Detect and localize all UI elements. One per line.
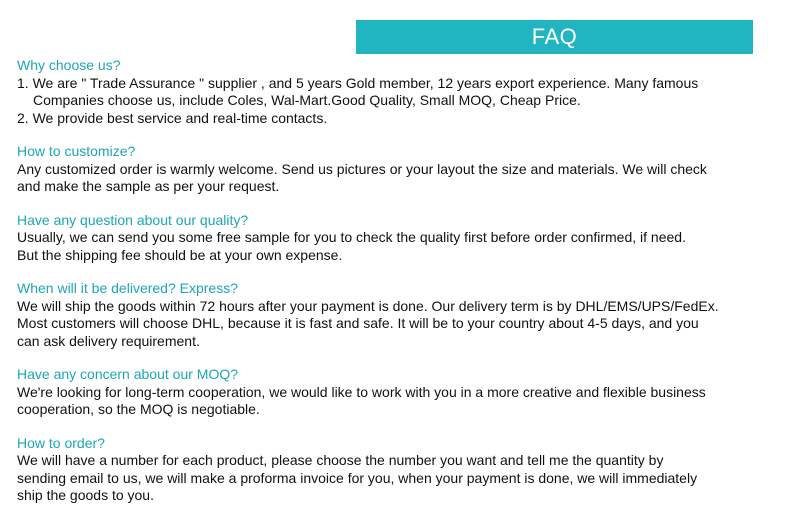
faq-answer — [17, 161, 797, 196]
answer-line: cooperation, so the MOQ is negotiable. — [17, 401, 260, 417]
answer-line: But the shipping fee should be at your own expense. — [17, 246, 343, 263]
answer-line: We will have a number for each product, please choose the number you want and tell me the quantity by — [17, 452, 664, 468]
faq-item-how-to-customize — [17, 143, 797, 196]
faq-item-why-choose-us — [17, 57, 797, 127]
answer-line: 1. We are " Trade Assurance " supplier , and 5 years Gold member, 12 years export experience. Many famous — [17, 74, 699, 91]
faq-question: Have any question about our quality? — [17, 211, 249, 228]
faq-title: FAQ — [531, 24, 578, 49]
faq-answer — [17, 384, 797, 419]
answer-line: and make the sample as per your request. — [17, 178, 280, 194]
answer-line: Most customers will choose DHL, because it is fast and safe. It will be to your country about 4-5 days, and you — [17, 315, 699, 331]
faq-answer — [17, 298, 797, 351]
faq-answer — [17, 452, 797, 505]
faq-item-moq — [17, 366, 797, 419]
answer-line: Usually, we can send you some free sample for you to check the quality first before order confirmed, if need. — [17, 229, 686, 245]
answer-line: We're looking for long-term cooperation, we would like to work with you in a more creative and flexible business — [17, 383, 706, 400]
faq-question: When will it be delivered? Express? — [17, 280, 238, 296]
faq-answer — [17, 75, 797, 128]
answer-line: can ask delivery requirement. — [17, 332, 200, 349]
faq-question: How to customize? — [17, 143, 136, 159]
faq-banner — [356, 20, 753, 54]
faq-item-delivery — [17, 280, 797, 350]
faq-question: How to order? — [17, 434, 105, 451]
faq-question: Have any concern about our MOQ? — [17, 366, 239, 382]
faq-list — [17, 57, 797, 505]
answer-line: Any customized order is warmly welcome. Send us pictures or your layout the size and materials. We will check — [17, 160, 707, 177]
answer-line: 2. We provide best service and real-time contacts. — [17, 109, 328, 126]
answer-line: We will ship the goods within 72 hours after your payment is done. Our delivery term is by DHL/EMS/UPS/FedEx. — [17, 297, 719, 314]
answer-line: ship the goods to you. — [17, 487, 154, 503]
answer-line: Companies choose us, include Coles, Wal-Mart.Good Quality, Small MOQ, Cheap Price. — [33, 92, 581, 108]
faq-question: Why choose us? — [17, 57, 121, 73]
faq-answer — [17, 229, 797, 264]
answer-line: sending email to us, we will make a proforma invoice for you, when your payment is done, we will immediately — [17, 469, 698, 486]
faq-item-how-to-order — [17, 435, 797, 505]
faq-item-quality — [17, 212, 797, 265]
